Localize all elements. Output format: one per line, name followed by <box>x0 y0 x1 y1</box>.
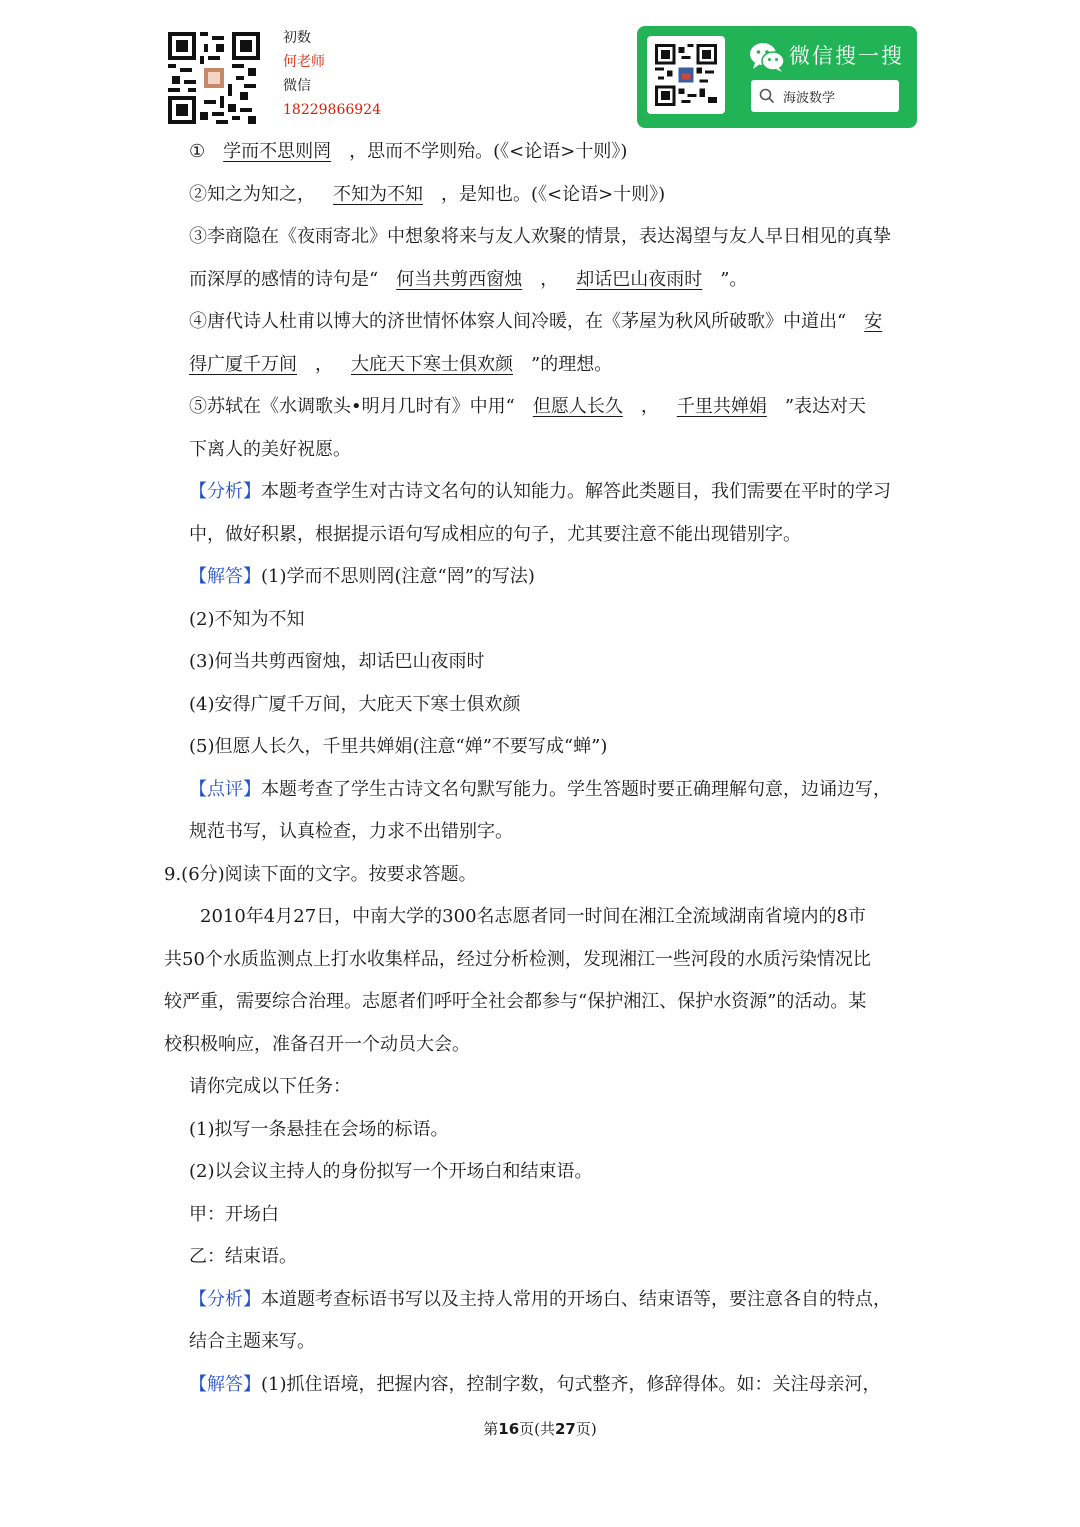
analysis-8-line-2: 中，做好积累，根据提示语句写成相应的句子，尤其要注意不能出现错别字。 <box>189 523 801 545</box>
answer-blank: 不知为不知 <box>333 183 423 205</box>
fill-item-3-line-2 <box>164 259 920 302</box>
item-text: ”。 <box>720 268 748 290</box>
fill-item-1 <box>164 131 920 174</box>
answer-8-item-3: (3)何当共剪西窗烛，却话巴山夜雨时 <box>189 651 485 672</box>
analysis-text: 本题考查学生对古诗文名句的认知能力。解答此类题目，我们需要在平时的学习 <box>261 481 891 502</box>
item-text: ”的理想。 <box>531 353 613 375</box>
item-text: ， <box>315 353 333 375</box>
contact-teacher: 何老师 <box>283 54 325 70</box>
passage-line-2: 共50个水质监测点上打水收集样品，经过分析检测，发现湘江一些河段的水质污染情况比 <box>164 948 871 970</box>
analysis-text: 本道题考查标语书写以及主持人常用的开场白、结束语等，要注意各自的特点， <box>261 1288 891 1310</box>
answer-8 <box>164 556 920 599</box>
search-icon <box>759 88 775 104</box>
fill-item-2 <box>164 174 920 217</box>
answer-9 <box>164 1364 920 1407</box>
answer-8-item-2: (2)不知为不知 <box>189 608 305 630</box>
passage-line-1: 2010年4月27日，中南大学的300名志愿者同一时间在湘江全流域湖南省境内的8市 <box>200 906 866 927</box>
item-text: ”表达对天 <box>784 396 867 417</box>
item-text: ④唐代诗人杜甫以博大的济世情怀体察人间冷暖，在《茅屋为秋风所破歌》中道出“ <box>189 311 847 332</box>
wechat-qr-frame <box>647 36 725 114</box>
page-content <box>164 131 920 1406</box>
contact-wechat-label: 微信 <box>283 78 311 94</box>
fill-item-3-line-1: ③李商隐在《夜雨寄北》中想象将来与友人欢聚的情景，表达渴望与友人早日相见的真挚 <box>189 226 891 247</box>
item-text: ②知之为知之， <box>189 183 315 205</box>
answer-text: (1)学而不思则罔(注意“罔”的写法) <box>261 566 535 587</box>
task-2: (2)以会议主持人的身份拟写一个开场白和结束语。 <box>189 1161 593 1182</box>
wechat-search-box[interactable] <box>751 80 899 112</box>
comment-8 <box>164 769 920 812</box>
contact-info <box>283 26 403 122</box>
wechat-search-card <box>637 26 917 128</box>
footer-text: 页) <box>575 1420 597 1438</box>
answer-label: 【解答】 <box>189 566 261 587</box>
answer-8-item-4: (4)安得广厦千万间，大庇天下寒士俱欢颜 <box>189 693 521 715</box>
search-keyword: 海波数学 <box>783 91 836 106</box>
item-text: ⑤苏轼在《水调歌头•明月几时有》中用“ <box>189 396 515 417</box>
analysis-8 <box>164 471 920 514</box>
answer-label: 【解答】 <box>189 1373 261 1395</box>
wechat-search-title: 微信搜一搜 <box>789 44 904 68</box>
current-page: 16 <box>498 1420 520 1438</box>
fill-item-5-line-1 <box>164 386 920 429</box>
item-text: 而深厚的感情的诗句是“ <box>189 268 379 290</box>
answer-blank: 却话巴山夜雨时 <box>576 268 703 290</box>
footer-text: 页(共 <box>519 1420 555 1438</box>
passage-line-4: 校积极响应，准备召开一个动员大会。 <box>164 1033 470 1055</box>
qr-code-icon <box>168 32 260 124</box>
comment-text: 本题考查了学生古诗文名句默写能力。学生答题时要正确理解句意，边诵边写， <box>261 778 891 800</box>
analysis-label: 【分析】 <box>189 481 261 502</box>
task-opening: 甲：开场白 <box>189 1203 279 1225</box>
passage-line-3: 较严重，需要综合治理。志愿者们呼吁全社会都参与“保护湘江、保护水资源”的活动。某 <box>164 991 867 1012</box>
page-footer <box>0 1418 1080 1439</box>
analysis-9 <box>164 1279 920 1322</box>
qr-code-icon <box>655 44 717 106</box>
answer-blank: 但愿人长久 <box>532 396 623 417</box>
footer-text: 第 <box>483 1420 499 1438</box>
answer-blank: 学而不思则罔 <box>223 141 332 162</box>
task-1: (1)拟写一条悬挂在会场的标语。 <box>189 1118 449 1140</box>
answer-blank: 大庇天下寒士俱欢颜 <box>351 353 513 375</box>
task-intro: 请你完成以下任务： <box>189 1076 351 1097</box>
answer-text: (1)抓住语境，把握内容，控制字数，句式整齐，修辞得体。如：关注母亲河， <box>261 1373 881 1395</box>
item-text: ，思而不学则殆。(《<论语>十则》) <box>349 141 628 162</box>
task-closing: 乙：结束语。 <box>189 1246 297 1267</box>
fill-item-4-line-1 <box>164 301 920 344</box>
wechat-logo-icon <box>749 42 785 72</box>
question-9-title: 9.(6分)阅读下面的文字。按要求答题。 <box>164 863 477 885</box>
item-number: ① <box>189 141 206 162</box>
answer-blank: 安 <box>864 311 883 332</box>
comment-label: 【点评】 <box>189 778 261 800</box>
comment-8-line-2: 规范书写，认真检查，力求不出错别字。 <box>189 821 513 842</box>
total-pages: 27 <box>555 1420 576 1438</box>
answer-blank: 何当共剪西窗烛 <box>396 268 523 290</box>
item-text: ， <box>540 268 559 290</box>
item-text: ，是知也。(《<论语>十则》) <box>441 183 666 205</box>
answer-8-item-5: (5)但愿人长久，千里共婵娟(注意“婵”不要写成“蝉”) <box>189 736 608 757</box>
analysis-9-line-2: 结合主题来写。 <box>189 1331 315 1352</box>
answer-blank: 得广厦千万间 <box>189 353 297 375</box>
analysis-label: 【分析】 <box>189 1288 261 1310</box>
fill-item-4-line-2 <box>164 344 920 387</box>
contact-subject: 初数 <box>283 30 311 46</box>
answer-blank: 千里共婵娟 <box>676 396 767 417</box>
fill-item-5-line-2: 下离人的美好祝愿。 <box>189 438 351 460</box>
contact-phone: 18229866924 <box>283 102 381 118</box>
item-text: ， <box>640 396 659 417</box>
